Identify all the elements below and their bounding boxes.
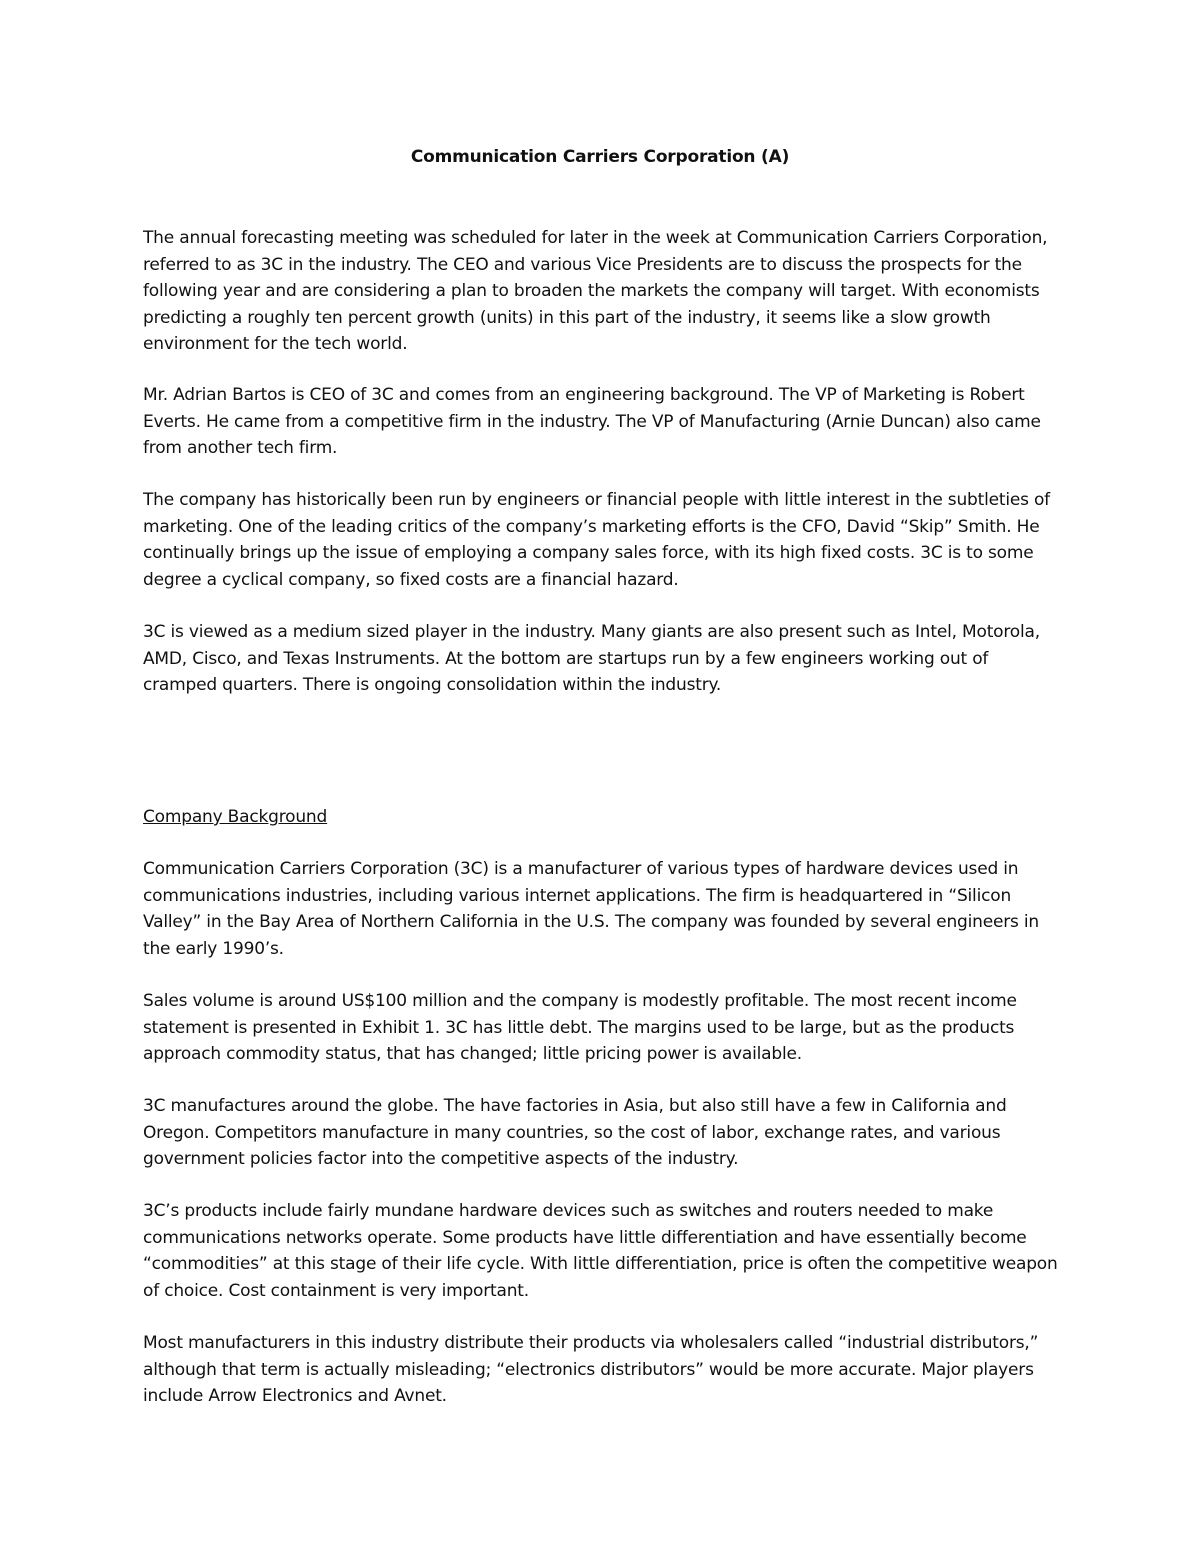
intro-paragraph-1: The annual forecasting meeting was scheduled for later in the week at Communication Carriers Corporation, referred to as 3C in the industry. The CEO and various Vice Presidents are to discuss the prospects for the following year and are considering a plan to broaden the markets the company will target. With economists predicting a roughly ten percent growth (units) in this part of the industry, it seems like a slow growth environment for the tech world. [143,228,1048,354]
intro-paragraph-4: 3C is viewed as a medium sized player in the industry. Many giants are also present such as Intel, Motorola, AMD, Cisco, and Texas Instruments. At the bottom are startups run by a few engineers working out of cramped quarters. There is ongoing consolidation within the industry. [143,622,1040,695]
document-title: Communication Carriers Corporation (A) [410,147,790,167]
background-paragraph-5: Most manufacturers in this industry distribute their products via wholesalers called “industrial distributors,” although that term is actually misleading; “electronics distributors” would be more accurate. Major players include Arrow Electronics and Avnet. [143,1333,1039,1406]
background-paragraph-1: Communication Carriers Corporation (3C) is a manufacturer of various types of hardware devices used in communications industries, including various internet applications. The firm is headquartered in “Silicon Valley” in the Bay Area of Northern California in the U.S. The company was founded by several engineers in the early 1990’s. [143,859,1039,959]
intro-paragraph-3: The company has historically been run by engineers or financial people with little interest in the subtleties of marketing. One of the leading critics of the company’s marketing efforts is the CFO, David “Skip” Smith. He continually brings up the issue of employing a company sales force, with its high fixed costs. 3C is to some degree a cyclical company, so fixed costs are a financial hazard. [143,490,1050,590]
background-paragraph-4: 3C’s products include fairly mundane hardware devices such as switches and routers needed to make communications networks operate. Some products have little differentiation and have essentially become “commodities” at this stage of their life cycle. With little differentiation, price is often the competitive weapon of choice. Cost containment is very important. [143,1201,1058,1301]
intro-paragraph-2: Mr. Adrian Bartos is CEO of 3C and comes from an engineering background. The VP of Marketing is Robert Everts. He came from a competitive firm in the industry. The VP of Manufacturing (Arnie Duncan) also came from another tech firm. [143,385,1041,458]
section-heading-company-background: Company Background [143,807,328,827]
background-paragraph-2: Sales volume is around US$100 million and the company is modestly profitable. The most recent income statement is presented in Exhibit 1. 3C has little debt. The margins used to be large, but as the products approach commodity status, that has changed; little pricing power is available. [143,991,1017,1064]
background-paragraph-3: 3C manufactures around the globe. The have factories in Asia, but also still have a few in California and Oregon. Competitors manufacture in many countries, so the cost of labor, exchange rates, and various government policies factor into the competitive aspects of the industry. [143,1096,1007,1169]
